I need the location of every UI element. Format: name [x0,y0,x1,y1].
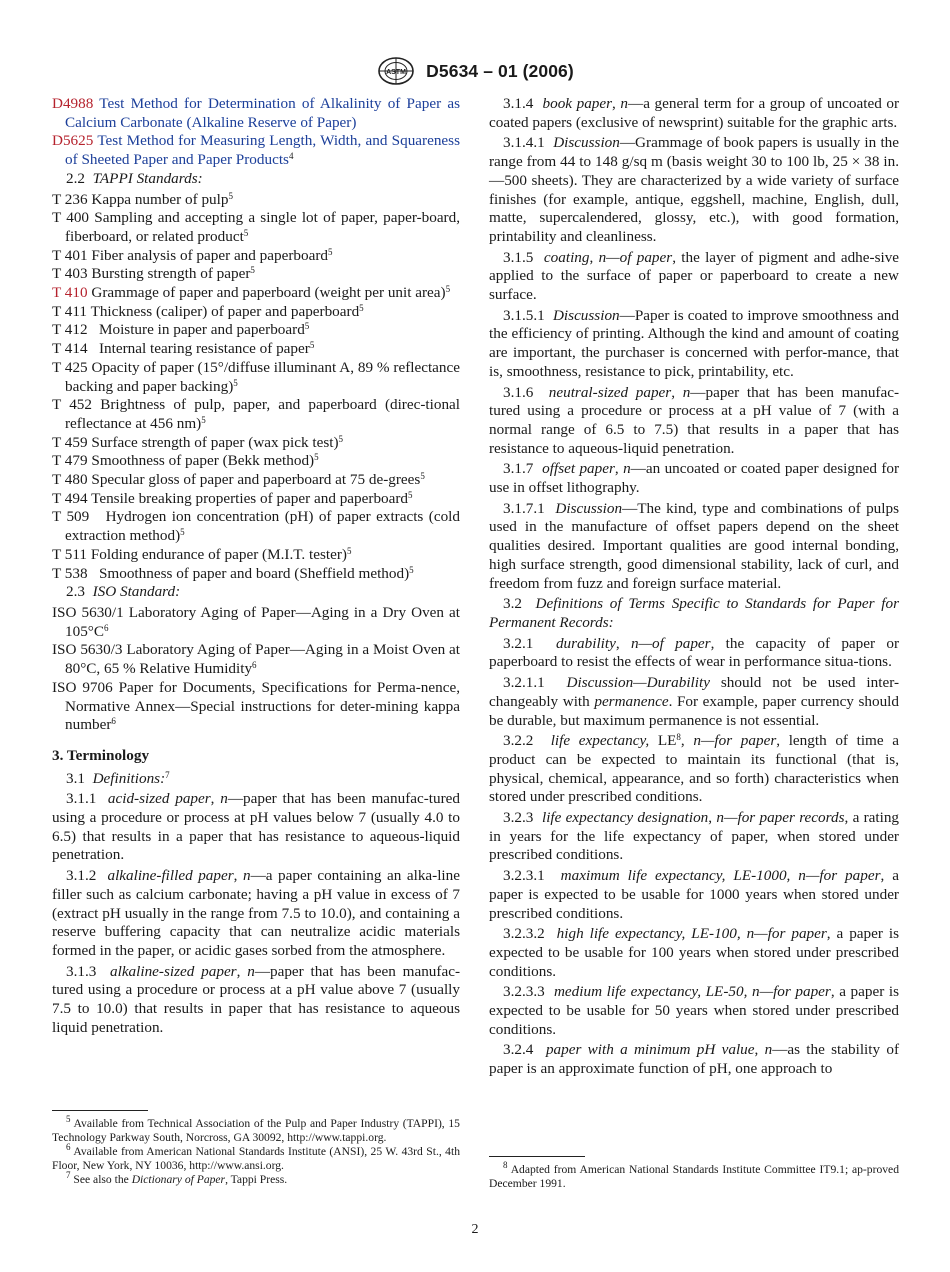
astm-logo-icon [376,56,416,86]
tappi-item: T 494 Tensile breaking properties of paper and paperboard$^5$ [52,489,413,507]
definitions-heading: 3.1 Definitions:$^7$ [66,769,170,787]
footnote-6: $^6$ Available from American National Standards Institute (ANSI), 25 W. 43rd St., 4th Floor, New York, NY 10036, http://www.ansi.org. [52,1142,461,1172]
reference-d4988 [52,95,460,132]
footnote-8: $^8$ Adapted from American National Standards Institute Committee IT9.1; ap-proved December 1991. [489,1160,899,1190]
definition-3-1-5: 3.1.5 coating, n—of paper, the layer of pigment and adhe-sive applied to the surface of paper or paperboard to create a new surface. [489,248,900,304]
tappi-item: T 400 Sampling and accepting a single lot of paper, paper-board, fiberboard, or related product$^5$ [52,209,461,245]
definition-3-2-2: 3.2.2 life expectancy, $LE^8$, n—for paper, length of time a product can be expected to maintain its functional (that is, physical, chemical, appearance, and so forth) characteristics when stored under prescribed conditions. [489,732,900,806]
footnote-5: $^5$ Available from Technical Association of the Pulp and Paper Industry (TAPPI), 15 Technology Parkway South, Norcross, GA 30092, http://www.tappi.org. [52,1114,460,1144]
footnote-rule [489,1156,585,1157]
definition-3-1-6: 3.1.6 neutral-sized paper, n—paper that has been manufac-tured using a procedure or process at a pH value of 7 (with a normal range of 6.5 to 7.5) that results in a paper that has resistance to aqueous-liquid penetration. [489,383,900,457]
reference-d5625: D5625 Test Method for Measuring Length, Width, and Squareness of Sheeted Paper and Paper Products$^4$ [52,132,460,169]
footnote-rule [52,1110,148,1111]
definition-3-1-7: 3.1.7 offset paper, n—an uncoated or coated paper designed for use in offset lithography. [489,460,900,497]
tappi-item: T 410 Grammage of paper and paperboard (weight per unit area)$^5$ [52,284,451,302]
footnotes-left [52,1110,460,1187]
definition-3-2-3-2: 3.2.3.2 high life expectancy, LE-100, n—for paper, a paper is expected to be usable for 100 years when stored under prescribed conditions. [489,925,899,980]
tappi-item: T 414 Internal tearing resistance of paper$^5$ [52,340,315,358]
tappi-item: T 412 Moisture in paper and paperboard$^5$ [52,321,310,339]
tappi-item: T 479 Smoothness of paper (Bekk method)$^5$ [52,452,319,470]
definition-3-2-1: 3.2.1 durability, n—of paper, the capacity of paper or paperboard to resist the effects of wear in performance situa-tions. [489,634,900,671]
tappi-item: T 509 Hydrogen ion concentration (pH) of paper extracts (cold extraction method)$^5$ [52,508,460,545]
iso-heading: 2.3 ISO Standard: [66,583,181,601]
tappi-item: T 511 Folding endurance of paper (M.I.T. tester)$^5$ [52,545,352,563]
svg-text:ASTM: ASTM [386,69,407,76]
definition-3-1-1: 3.1.1 acid-sized paper, n—paper that has been manufac-tured using a procedure or process at pH values below 7 (usually 4.0 to 6.5) that results in a paper that has resistance to aqueous-liquid penetration. [52,790,461,864]
footnote-7: $^7$ See also the Dictionary of Paper, Tappi Press. [66,1170,288,1186]
ref-link-d4988[interactable]: D4988 [52,95,94,112]
tappi-item: T 480 Specular gloss of paper and paperboard at 75 de-grees$^5$ [52,471,425,489]
definitions-3-2-heading: 3.2 Definitions of Terms Specific to Standards for Paper for Permanent Records: [489,595,899,631]
tappi-item: T 538 Smoothness of paper and board (Sheffield method)$^5$ [52,564,414,582]
iso-item: ISO 5630/3 Laboratory Aging of Paper—Aging in a Moist Oven at 80°C, 65 % Relative Humidity$^6$ [52,641,460,678]
discussion-3-1-4-1: 3.1.4.1 Discussion—Grammage of book papers is usually in the range from 44 to 148 g/sq m (basis weight 30 to 100 lb, 25 × 38 in.—500 sheets). They are characterized by a wide variety of surface finishes (for example, antique, eggshell, machine, English, dull, matte, supercalendered, glossy, etc.), with good formation, printability and cleanliness. [489,134,899,245]
discussion-3-1-5-1: 3.1.5.1 Discussion—Paper is coated to improve smoothness and the efficiency of printing. Although the kind and amount of coating are important, the purchaser is concerned with perfor-mance, that is, smoothness, resistance to pick, printability, etc. [489,306,899,380]
footnotes-right [489,1156,899,1191]
tappi-item: T 425 Opacity of paper (15°/diffuse illuminant A, 89 % reflectance backing and paper backing)$^5$ [52,358,460,395]
standard-designation: D5634 – 01 (2006) [426,60,574,81]
ref-title-d5625[interactable]: Test Method for Measuring Length, Width, and Squareness of Sheeted Paper and Paper Products [65,132,460,169]
tappi-item: T 411 Thickness (caliper) of paper and paperboard$^5$ [52,302,364,320]
definition-3-1-2: 3.1.2 alkaline-filled paper, n—a paper containing an alka-line filler such as calcium carbonate; having a pH value in excess of 7 (extract pH usually in the range from 7.5 to 10.0), and containing a reserve buffering capacity that can neutralize acidic materials formed in the paper, or acidic gases sorbed from the atmosphere. [52,867,460,959]
discussion-3-2-1-1: 3.2.1.1 Discussion—Durability should not be used inter-changeably with permanence. For example, paper currency should be durable, but maximum permanence is not essential. [489,674,900,729]
page-number: 2 [471,1222,479,1237]
definition-3-1-3: 3.1.3 alkaline-sized paper, n—paper that has been manufac-tured using a procedure or process at a pH value above 7 (usually 7.5 to 10.0) that results in paper that has resistance to aqueous liquid penetration. [52,962,460,1036]
definition-3-1-4: 3.1.4 book paper, n—a general term for a group of uncoated or coated papers (exclusive of newsprint) suitable for the graphic arts. [489,95,900,131]
page-header [0,56,950,86]
tappi-item: T 452 Brightness of pulp, paper, and paperboard (direc-tional reflectance at 456 nm)$^5$ [52,396,460,432]
iso-item: ISO 9706 Paper for Documents, Specifications for Perma-nence, Normative Annex—Special instructions for deter-mining kappa number$^6$ [52,678,460,734]
ref-title-d4988[interactable]: Test Method for Determination of Alkalinity of Paper as Calcium Carbonate (Alkaline Reserve of Paper) [65,95,460,131]
ref-link-t410[interactable]: T 410 [52,284,88,302]
tappi-item: T 401 Fiber analysis of paper and paperboard$^5$ [52,246,333,264]
right-column [489,95,899,1081]
iso-list [52,604,460,735]
iso-item: ISO 5630/1 Laboratory Aging of Paper—Aging in a Dry Oven at $105^\circ C^6$ [52,603,460,640]
section-heading: 3. Terminology [52,746,150,764]
definition-3-2-3-1: 3.2.3.1 maximum life expectancy, LE-1000, n—for paper, a paper is expected to be usable for 1000 years when stored under prescribed conditions. [489,867,899,922]
discussion-3-1-7-1: 3.1.7.1 Discussion—The kind, type and combinations of pulps used in the manufacture of offset papers depend on the sheet qualities desired. Important qualities are good internal bonding, high surface strength, good dimensional stability, lack of curl, and freedom from fuzz and foreign surface material. [489,499,899,592]
tappi-list [52,191,460,584]
definition-3-2-4: 3.2.4 paper with a minimum pH value, n—as the stability of paper is an approximate function of pH, one approach to [489,1041,900,1078]
tappi-item: T 403 Bursting strength of paper$^5$ [52,265,255,283]
ref-link-d5625[interactable]: D5625 [52,132,94,150]
definition-3-2-3-3: 3.2.3.3 medium life expectancy, LE-50, n—for paper, a paper is expected to be usable for 50 years when stored under prescribed conditions. [489,983,899,1038]
definition-3-2-3: 3.2.3 life expectancy designation, n—for paper records, a rating in years for the life expectancy of paper, when stored under prescribed conditions. [489,809,900,864]
tappi-item: T 459 Surface strength of paper (wax pick test)$^5$ [52,433,344,451]
tappi-heading: 2.2 TAPPI Standards: [66,169,203,187]
left-column [52,95,460,1039]
tappi-item: T 236 Kappa number of pulp$^5$ [52,190,233,208]
